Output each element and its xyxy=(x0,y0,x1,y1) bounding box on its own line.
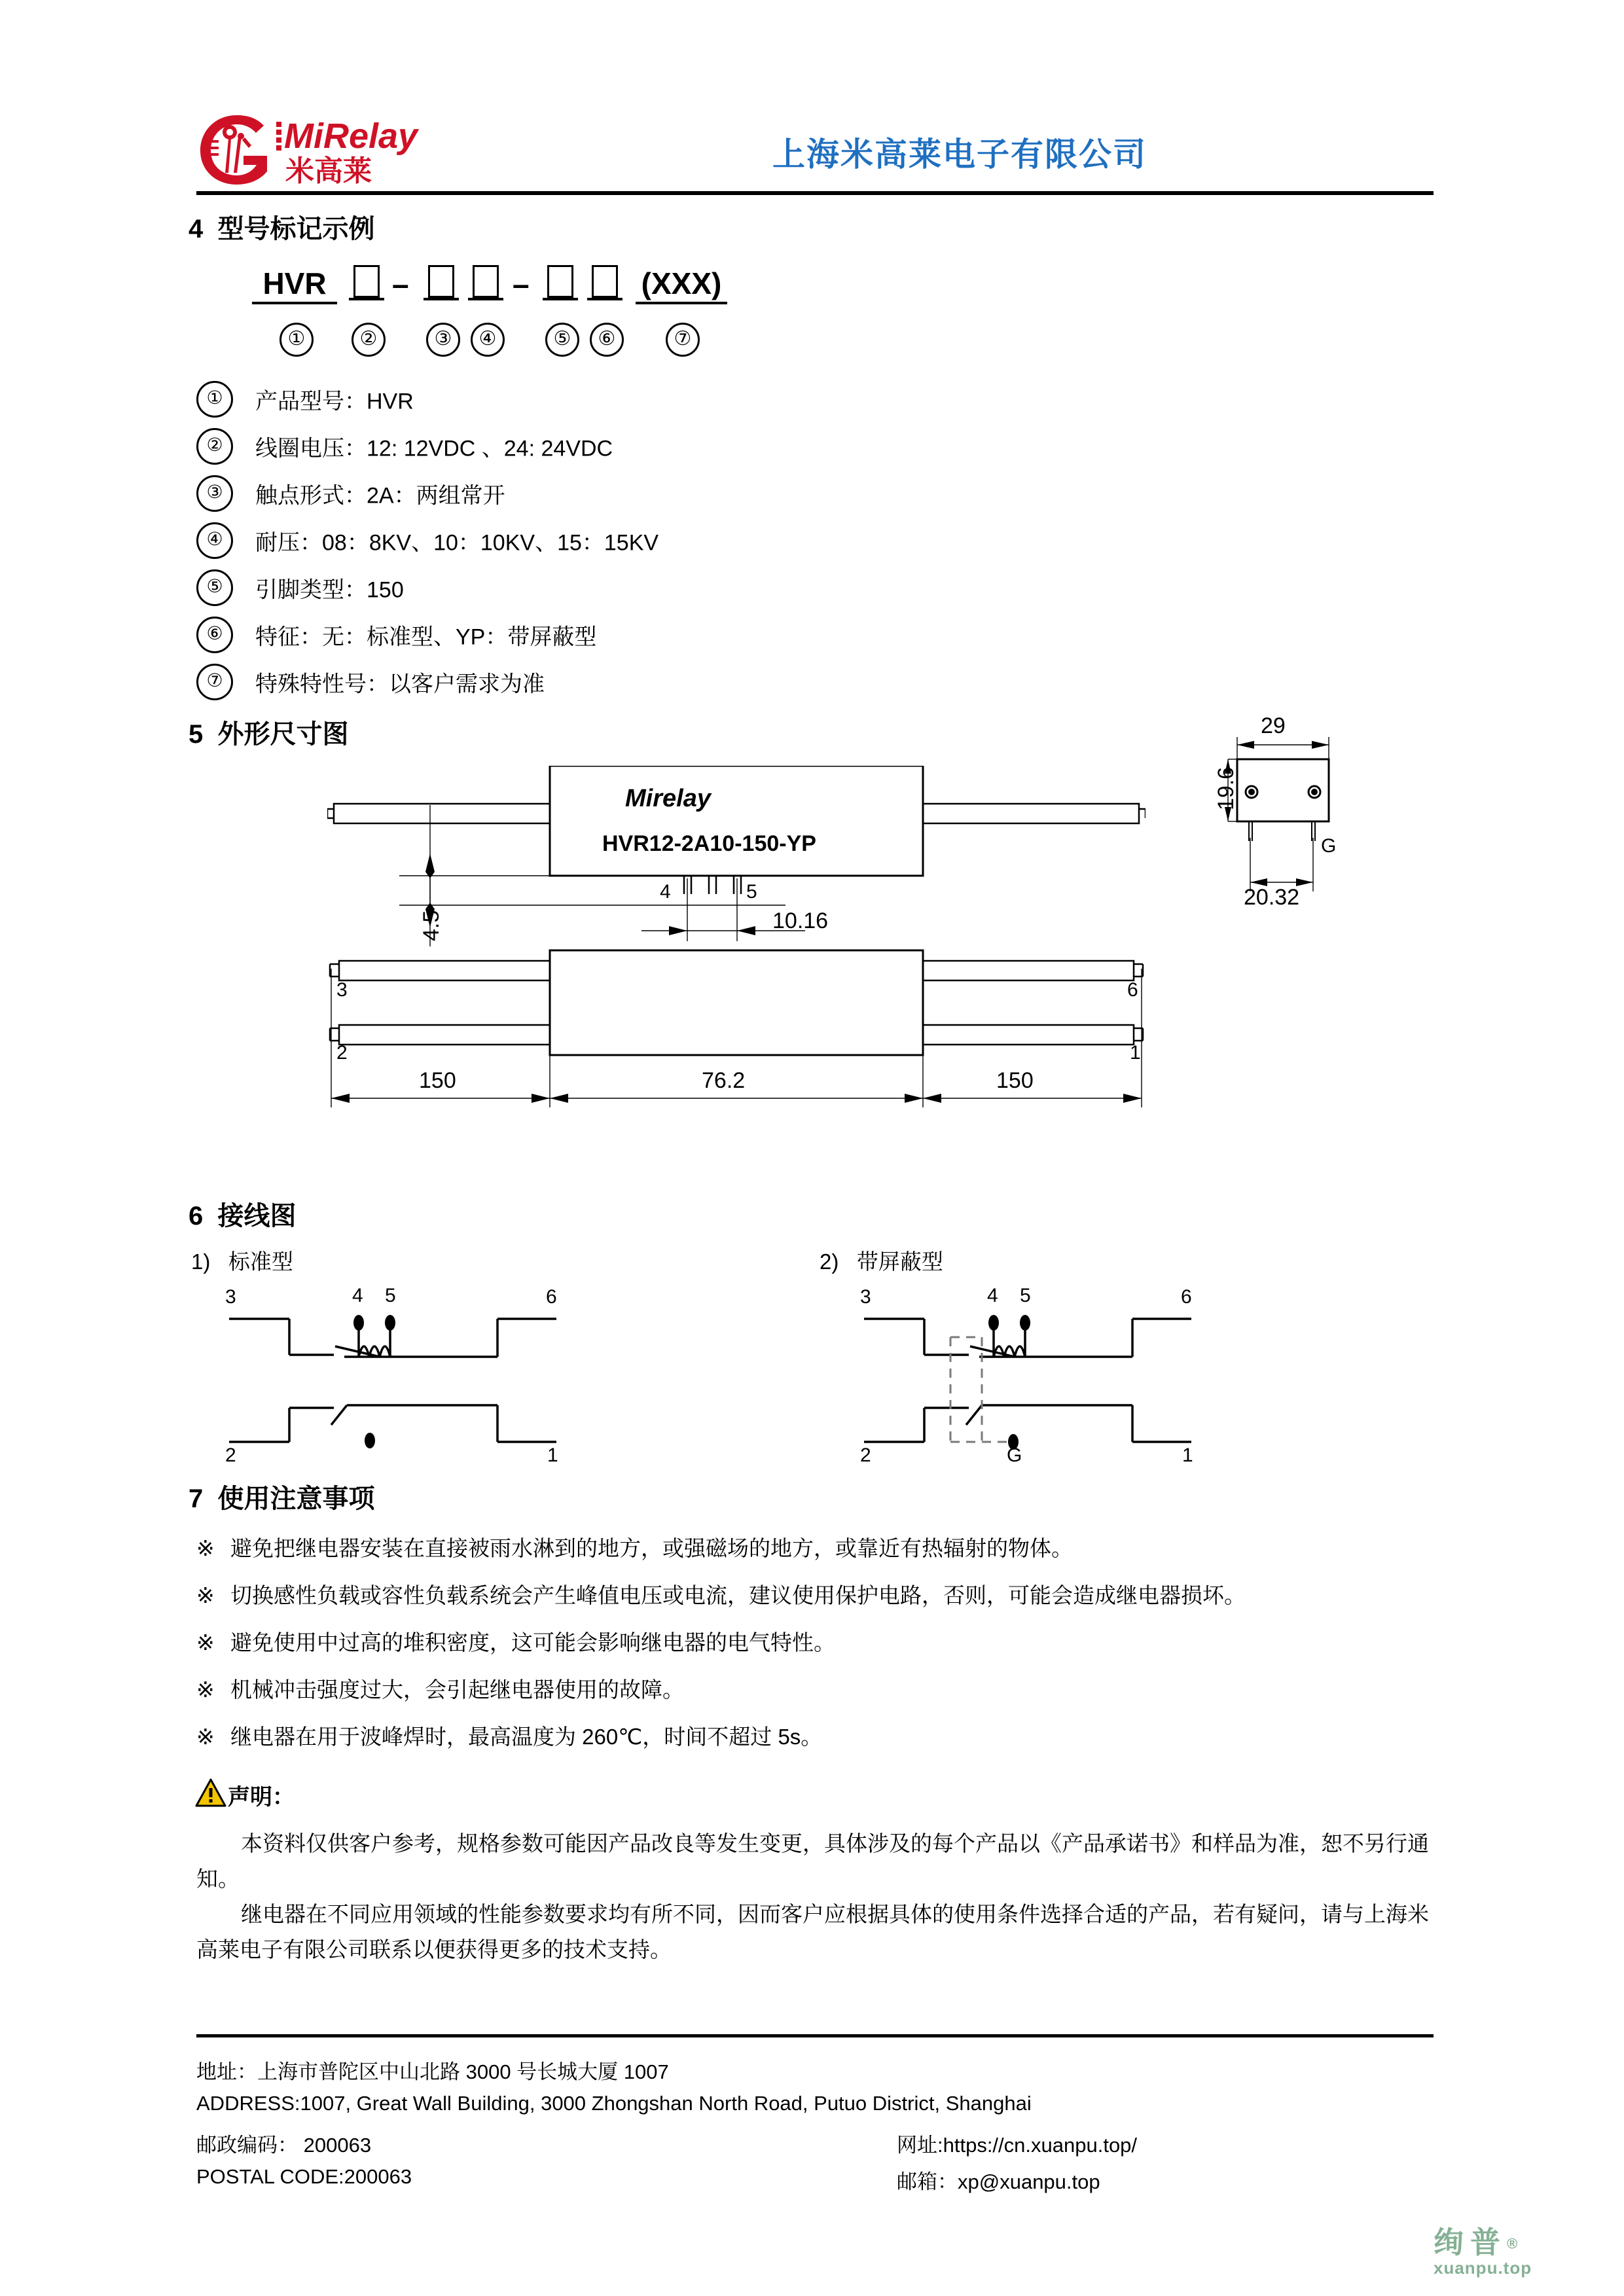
code-box-5 xyxy=(547,265,573,298)
code-suffix: (XXX) xyxy=(641,266,722,300)
section-4-heading: 4 型号标记示例 xyxy=(189,215,375,243)
dim-19-6: 19.6 xyxy=(1214,766,1238,810)
code-mark-6: ⑥ xyxy=(590,323,624,357)
warning-triangle-icon xyxy=(195,1778,226,1811)
spec-item-7 xyxy=(196,664,545,700)
outline-bottom-view xyxy=(327,942,1146,1158)
code-dash-2: – xyxy=(513,267,530,301)
dim-10-16: 10.16 xyxy=(772,908,829,933)
spec-text-2: 线圈电压：12: 12VDC 、24: 24VDC xyxy=(255,436,613,461)
spec-item-6 xyxy=(196,617,596,653)
precaution-1 xyxy=(196,1532,1073,1562)
footer-postal-en: POSTAL CODE:200063 xyxy=(196,2165,412,2188)
spec-text-7: 特殊特性号：以客户需求为准 xyxy=(255,672,545,697)
ground-pin-label: G xyxy=(1321,835,1337,857)
spec-text-1: 产品型号：HVR xyxy=(255,389,414,414)
spec-mark-6: ⑥ xyxy=(196,617,233,653)
xuanpu-watermark xyxy=(1434,2219,1532,2278)
spec-mark-5: ⑤ xyxy=(196,569,233,606)
code-box-6 xyxy=(592,265,618,298)
pin-label-2: 2 xyxy=(336,1042,348,1064)
code-mark-4: ④ xyxy=(471,323,505,357)
code-mark-1: ① xyxy=(280,323,314,357)
dim-left-150: 150 xyxy=(419,1068,456,1093)
dim-right-150: 150 xyxy=(996,1068,1034,1093)
pin-label-5: 5 xyxy=(746,881,757,903)
spec-mark-1: ① xyxy=(196,381,233,418)
wiring1-label-1: 1 xyxy=(547,1444,558,1466)
spec-mark-7: ⑦ xyxy=(196,664,233,700)
note-mark-2: ※ xyxy=(196,1583,215,1607)
dim-29: 29 xyxy=(1261,713,1286,738)
wiring2-label-3: 3 xyxy=(860,1286,871,1308)
dim-20-32: 20.32 xyxy=(1244,885,1300,910)
spec-item-4 xyxy=(196,522,659,559)
statement-paragraph-2: 继电器在不同应用领域的性能参数要求均有所不同，因而客户应根据具体的使用条件选择合适的产品，若有疑问，请与上海米高莱电子有限公司联系以便获得更多的技术支持。 xyxy=(196,1902,1429,1962)
spec-item-2 xyxy=(196,428,613,465)
wiring1-label-5: 5 xyxy=(385,1285,396,1306)
body-brand-text: Mirelay xyxy=(625,785,711,812)
wiring1-label-4: 4 xyxy=(352,1285,363,1306)
footer-divider xyxy=(196,2034,1434,2037)
footer-address-en: ADDRESS:1007, Great Wall Building, 3000 Zhongshan North Road, Putuo District, Shanghai xyxy=(196,2092,1032,2115)
footer-email[interactable]: 邮箱：xp@xuanpu.top xyxy=(897,2170,1100,2193)
spec-text-3: 触点形式：2A：两组常开 xyxy=(255,483,505,509)
wiring1-label-6: 6 xyxy=(546,1286,557,1308)
spec-text-5: 引脚类型：150 xyxy=(255,577,404,603)
note-mark-5: ※ xyxy=(196,1725,215,1749)
section-7-heading: 7 使用注意事项 xyxy=(189,1484,375,1513)
watermark-en: xuanpu.top xyxy=(1434,2258,1532,2278)
note-mark-4: ※ xyxy=(196,1677,215,1702)
code-box-4 xyxy=(473,265,499,298)
precaution-2 xyxy=(196,1579,1246,1609)
code-mark-3: ③ xyxy=(426,323,460,357)
page-header xyxy=(196,110,1434,195)
code-box-2 xyxy=(353,265,380,298)
note-text-4: 机械冲击强度过大，会引起继电器使用的故障。 xyxy=(230,1677,684,1702)
model-code-diagram xyxy=(252,265,776,350)
footer-postal-cn: 邮政编码： 200063 xyxy=(196,2134,372,2157)
wiring-diagram-shielded xyxy=(851,1280,1309,1469)
spec-item-1 xyxy=(196,381,414,418)
note-text-1: 避免把继电器安装在直接被雨水淋到的地方，或强磁场的地方，或靠近有热辐射的物体。 xyxy=(230,1536,1073,1560)
svg-text:MiRelay: MiRelay xyxy=(284,117,418,156)
statement-title: 声明： xyxy=(228,1785,295,1810)
spec-mark-3: ③ xyxy=(196,475,233,512)
spec-item-3 xyxy=(196,475,505,512)
note-text-3: 避免使用中过高的堆积密度，这可能会影响继电器的电气特性。 xyxy=(230,1630,835,1655)
note-mark-1: ※ xyxy=(196,1536,215,1560)
precaution-4 xyxy=(196,1673,684,1704)
note-text-2: 切换感性负载或容性负载系统会产生峰值电压或电流，建议使用保护电路，否则，可能会造成继电器损坏。 xyxy=(230,1583,1246,1607)
note-text-5: 继电器在用于波峰焊时，最高温度为 260℃，时间不超过 5s。 xyxy=(230,1725,823,1749)
footer-website[interactable]: 网址:https://cn.xuanpu.top/ xyxy=(897,2134,1138,2157)
pin-label-6: 6 xyxy=(1127,979,1138,1001)
pin-label-3: 3 xyxy=(336,979,348,1001)
spec-text-6: 特征：无：标准型、YP：带屏蔽型 xyxy=(255,624,597,650)
wiring2-label-5: 5 xyxy=(1020,1285,1031,1306)
wiring2-label-4: 4 xyxy=(987,1285,998,1306)
watermark-cn: 绚普 xyxy=(1434,2225,1507,2259)
code-prefix: HVR xyxy=(262,266,327,300)
code-box-3 xyxy=(428,265,454,298)
outline-top-view xyxy=(327,766,1146,949)
wiring1-label-2: 2 xyxy=(225,1444,236,1466)
wiring-2-title: 2) 带屏蔽型 xyxy=(820,1249,943,1274)
dim-4-5: 4.5 xyxy=(419,910,444,941)
footer-address-cn: 地址：上海市普陀区中山北路 3000 号长城大厦 1007 xyxy=(196,2060,669,2083)
svg-text:米高莱: 米高莱 xyxy=(285,155,372,187)
spec-text-4: 耐压：08：8KV、10：10KV、15：15KV xyxy=(255,530,659,556)
wiring2-label-1: 1 xyxy=(1182,1444,1193,1466)
wiring-1-title: 1) 标准型 xyxy=(191,1249,293,1274)
wiring2-label-6: 6 xyxy=(1181,1286,1192,1308)
spec-mark-4: ④ xyxy=(196,522,233,559)
section-6-heading: 6 接线图 xyxy=(189,1202,297,1230)
code-mark-7: ⑦ xyxy=(666,323,700,357)
spec-item-5 xyxy=(196,569,404,606)
wiring1-label-3: 3 xyxy=(225,1286,236,1308)
outline-side-view xyxy=(1214,713,1492,936)
wiring2-label-2: 2 xyxy=(860,1444,871,1466)
wiring-diagram-standard xyxy=(216,1280,674,1469)
statement-paragraph-1: 本资料仅供客户参考，规格参数可能因产品改良等发生变更，具体涉及的每个产品以《产品承诺书》和样品为准，恕不另行通知。 xyxy=(196,1831,1429,1891)
code-dash-1: – xyxy=(392,267,409,301)
wiring2-label-g: G xyxy=(1007,1444,1022,1466)
spec-mark-2: ② xyxy=(196,428,233,465)
watermark-reg: ® xyxy=(1507,2235,1518,2252)
header-divider xyxy=(196,191,1434,195)
precaution-5 xyxy=(196,1720,822,1751)
code-mark-5: ⑤ xyxy=(545,323,579,357)
pin-label-4: 4 xyxy=(660,881,671,903)
section-5-heading: 5 外形尺寸图 xyxy=(189,720,349,749)
dim-center-76-2: 76.2 xyxy=(702,1068,746,1093)
company-name: 上海米高莱电子有限公司 xyxy=(772,136,1147,173)
mirelay-logo xyxy=(196,110,471,188)
precaution-3 xyxy=(196,1626,835,1657)
note-mark-3: ※ xyxy=(196,1630,215,1655)
pin-label-1: 1 xyxy=(1130,1042,1141,1064)
body-model-text: HVR12-2A10-150-YP xyxy=(602,831,816,856)
code-mark-2: ② xyxy=(352,323,386,357)
